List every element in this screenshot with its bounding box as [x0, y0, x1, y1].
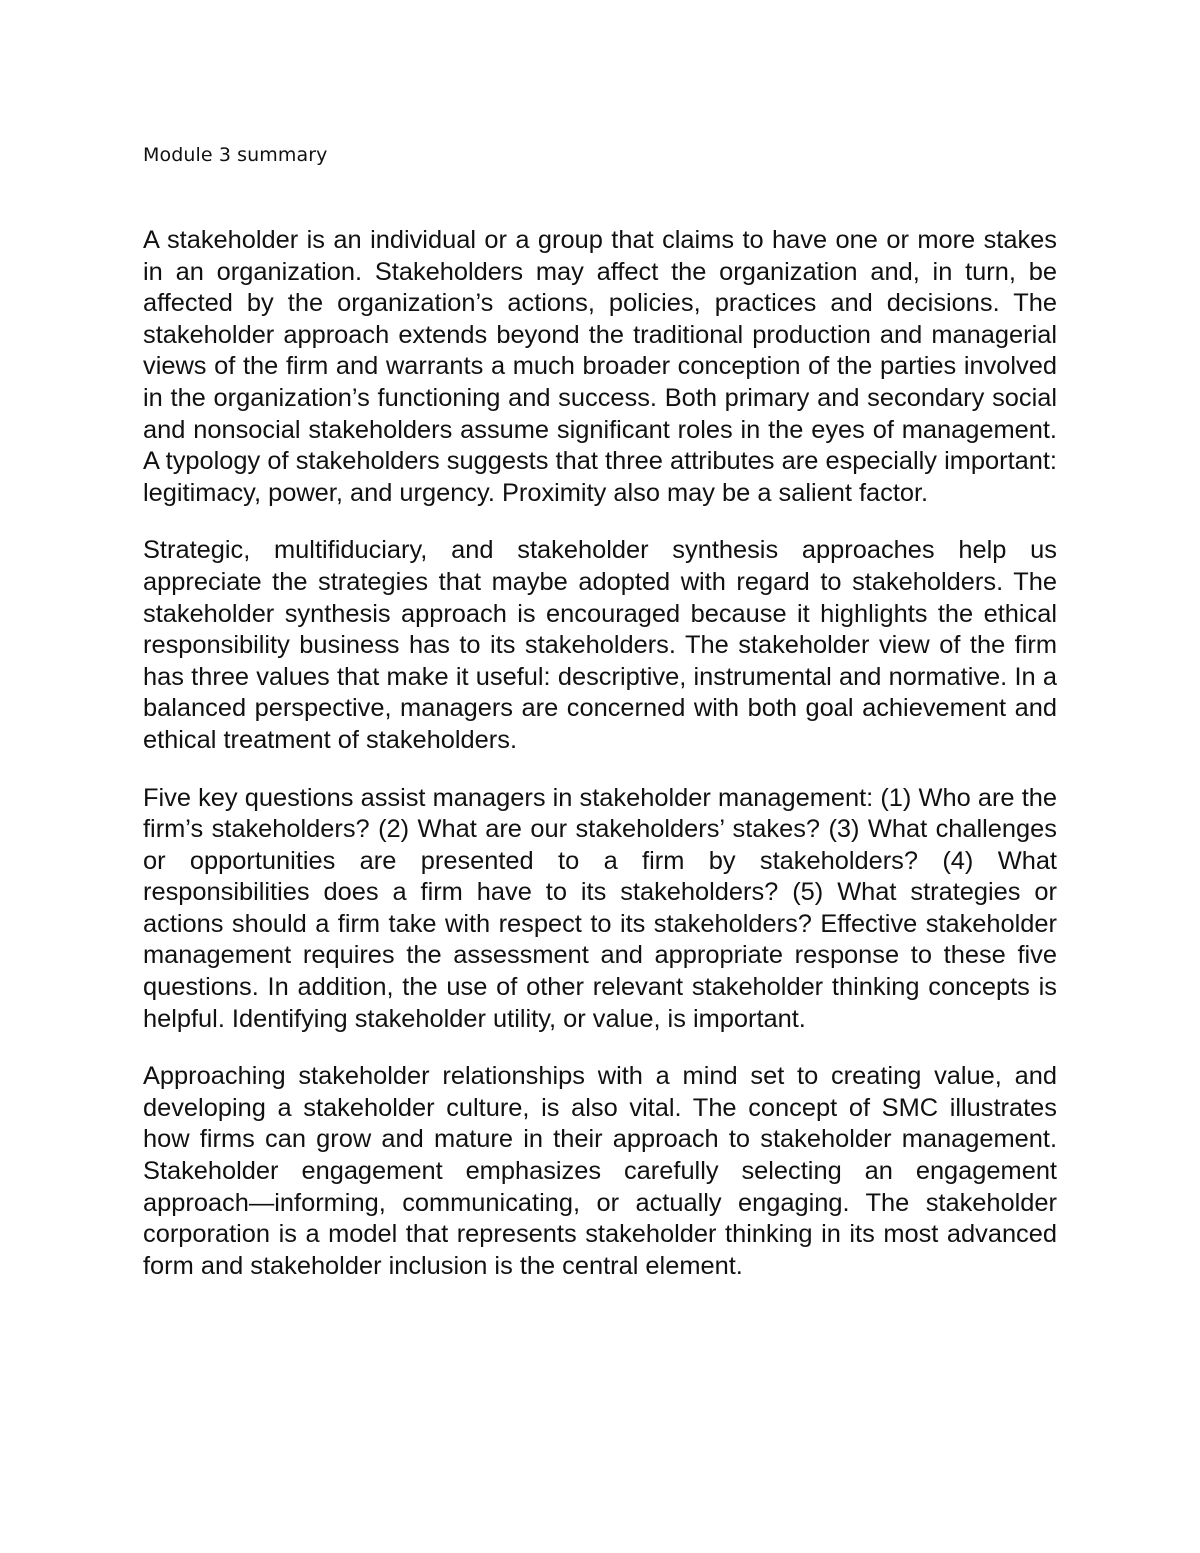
paragraph-key-questions: Five key questions assist managers in stakeholder management: (1) Who are the firm’s stakeholders? (2) What are our stakeholders’ stakes? (3) What challenges or opportunities are presented to a firm by stakeholders? (4) What responsibilities does a firm have to its stakeholders? (5) What strategies or actions should a firm take with respect to its stakeholders? Effective stakeholder management requires the assessment and appropriate response to these five questions. In addition, the use of other relevant stakeholder thinking concepts is helpful. Identifying stakeholder utility, or value, is important.: [143, 783, 1057, 1033]
paragraph-approaches: Strategic, multifiduciary, and stakeholder synthesis approaches help us appreciate the strategies that maybe adopted with regard to stakeholders. The stakeholder synthesis approach is encouraged because it highlights the ethical responsibility business has to its stakeholders. The stakeholder view of the firm has three values that make it useful: descriptive, instrumental and normative. In a balanced perspective, managers are concerned with both goal achievement and ethical treatment of stakeholders.: [143, 536, 1057, 754]
document-body: [143, 225, 1057, 1308]
paragraph-engagement: Approaching stakeholder relationships with a mind set to creating value, and developing a stakeholder culture, is also vital. The concept of SMC illustrates how firms can grow and mature in their approach to stakeholder management. Stakeholder engagement emphasizes carefully selecting an engagement approach—informing, communicating, or actually engaging. The stakeholder corporation is a model that represents stakeholder thinking in its most advanced form and stakeholder inclusion is the central element.: [143, 1062, 1057, 1280]
document-title: Module 3 summary: [143, 144, 328, 166]
paragraph-definition: A stakeholder is an individual or a group that claims to have one or more stakes in an organization. Stakeholders may affect the organization and, in turn, be affected by the organization’s actions, policies, practices and decisions. The stakeholder approach extends beyond the traditional production and managerial views of the firm and warrants a much broader conception of the parties involved in the organization’s functioning and success. Both primary and secondary social and nonsocial stakeholders assume significant roles in the eyes of management. A typology of stakeholders suggests that three attributes are especially important: legitimacy, power, and urgency. Proximity also may be a salient factor.: [143, 226, 1057, 507]
